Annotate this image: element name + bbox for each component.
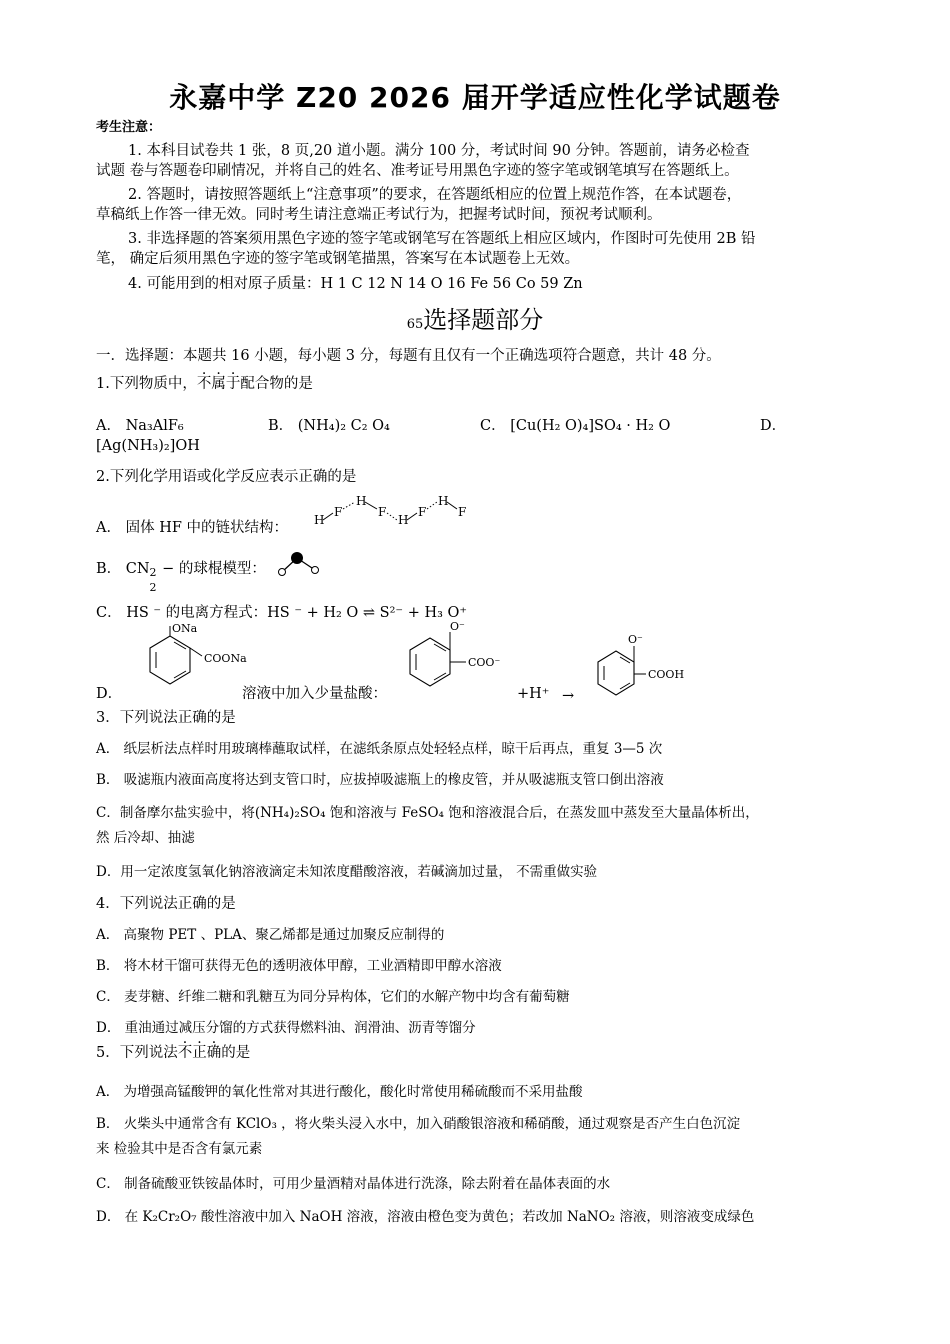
q1-option-d: [Ag(NH₃)₂]OH bbox=[96, 438, 200, 454]
q1-stem bbox=[96, 374, 313, 394]
svg-text:F: F bbox=[334, 505, 343, 519]
svg-text:F: F bbox=[458, 505, 467, 519]
q4-option-b: B． 将木材干馏可获得无色的透明液体甲醇，工业酒精即甲醇水溶液 bbox=[96, 958, 502, 974]
q5-option-d: D． 在 K₂Cr₂O₇ 酸性溶液中加入 NaOH 溶液，溶液由橙色变为黄色；若改加 NaNO₂ 溶液，则溶液变成绿色 bbox=[96, 1209, 755, 1225]
q2-option-a: A． 固体 HF 中的链状结构： bbox=[96, 520, 289, 536]
notice-2a: 2. 答题时，请按照答题纸上“注意事项”的要求，在答题纸相应的位置上规范作答，在本试题卷， bbox=[128, 187, 742, 203]
page-title: 永嘉中学 Z20 2026 届开学适应性化学试题卷 bbox=[169, 81, 781, 114]
q4-option-a: A． 高聚物 PET 、PLA、聚乙烯都是通过加聚反应制得的 bbox=[96, 927, 445, 943]
notice-1b: 试题 卷与答题卷印刷情况，并将自己的姓名、准考证号用黑色字迹的签字笔或钢笔填写在答题纸上。 bbox=[96, 163, 739, 179]
q5-option-b1: B． 火柴头中通常含有 KClO₃ ，将火柴头浸入水中，加入硝酸银溶液和稀硝酸，通过观察是否产生白色沉淀 bbox=[96, 1116, 741, 1132]
q2-d-arrow: → bbox=[562, 688, 575, 704]
svg-text:H: H bbox=[398, 513, 409, 527]
q2-option-b bbox=[96, 559, 266, 594]
q2-b-sup: 2 bbox=[149, 566, 157, 579]
q3-option-a: A． 纸层析法点样时用玻璃棒蘸取试样，在滤纸条原点处轻轻点样，晾干后再点，重复 3—5 次 bbox=[96, 741, 663, 757]
q2-b-sub: 2 bbox=[149, 581, 157, 594]
q1-emph-3: 于 bbox=[225, 376, 241, 392]
q3-option-c2: 然 后冷却、抽滤 bbox=[96, 830, 195, 846]
part1-instructions: 一．选择题：本题共 16 小题，每小题 3 分，每题有且仅有一个正确选项符合题意，共计 48 分。 bbox=[96, 348, 721, 364]
notice-1a: 1. 本科目试卷共 1 张，8 页,20 道小题。满分 100 分，考试时间 90 分钟。答题前，请务必检查 bbox=[128, 143, 750, 159]
q2-b-text: B． CN bbox=[96, 561, 150, 577]
hf-chain-structure bbox=[310, 492, 470, 528]
q5-stem bbox=[96, 1043, 250, 1063]
coo-minus-label: COO⁻ bbox=[468, 656, 501, 669]
q1-option-a: A． Na₃AlF₆ bbox=[96, 418, 184, 434]
q1-stem-post: 配合物的是 bbox=[240, 376, 313, 392]
q2-d-plus-h: +H⁺ bbox=[517, 686, 550, 702]
q2-option-c: C． HS ⁻ 的电离方程式：HS ⁻ + H₂ O ⇌ S²⁻ + H₃ O⁺ bbox=[96, 605, 468, 621]
q1-option-d-label: D． bbox=[760, 418, 787, 434]
svg-text:H: H bbox=[314, 513, 325, 527]
q1-stem-pre: 1.下列物质中， bbox=[96, 376, 197, 392]
q5-stem-post: 的是 bbox=[221, 1045, 251, 1061]
cooh-label: COOH bbox=[648, 668, 685, 681]
svg-text:H: H bbox=[356, 494, 367, 508]
q5-stem-pre: 5．下列说法 bbox=[96, 1045, 178, 1061]
q5-option-b2: 来 检验其中是否含有氯元素 bbox=[96, 1141, 263, 1157]
ona-label: ONa bbox=[172, 622, 198, 635]
q3-option-b: B． 吸滤瓶内液面高度将达到支管口时，应拔掉吸滤瓶上的橡皮管，并从吸滤瓶支管口倒出溶液 bbox=[96, 772, 664, 788]
q1-option-b: B． (NH₄)₂ C₂ O₄ bbox=[268, 418, 390, 434]
section-heading bbox=[0, 300, 950, 335]
sodium-salicylate-structure bbox=[126, 618, 256, 698]
section-title: 选择题部分 bbox=[423, 306, 544, 334]
notice-3a: 3. 非选择题的答案须用黑色字迹的签字笔或钢笔写在答题纸上相应区域内，作图时可先使用 2B 铅 bbox=[128, 231, 756, 247]
q1-option-c: C． [Cu(H₂ O)₄]SO₄ · H₂ O bbox=[480, 418, 671, 434]
notice-heading: 考生注意： bbox=[96, 120, 162, 135]
q4-stem: 4．下列说法正确的是 bbox=[96, 896, 236, 912]
salicylate-dianion-structure bbox=[400, 618, 520, 698]
q5-emph-3: 确 bbox=[206, 1045, 222, 1061]
svg-text:F: F bbox=[378, 505, 387, 519]
o-minus-label-2: O⁻ bbox=[628, 633, 643, 646]
q3-option-c1: C．制备摩尔盐实验中，将(NH₄)₂SO₄ 饱和溶液与 FeSO₄ 饱和溶液混合后，在蒸发皿中蒸发至大量晶体析出， bbox=[96, 805, 759, 821]
q3-stem: 3．下列说法正确的是 bbox=[96, 710, 236, 726]
q4-option-c: C． 麦芽糖、纤维二糖和乳糖互为同分异构体，它们的水解产物中均含有葡萄糖 bbox=[96, 989, 570, 1005]
salicylate-monoanion-structure bbox=[588, 632, 698, 702]
q2-option-d-label: D． bbox=[96, 686, 123, 702]
q5-emph-2: 正 bbox=[192, 1045, 207, 1061]
q1-emph-1: 不 bbox=[196, 376, 212, 392]
o-minus-label: O⁻ bbox=[450, 620, 465, 633]
svg-text:F: F bbox=[418, 505, 427, 519]
q2-stem: 2.下列化学用语或化学反应表示正确的是 bbox=[96, 469, 357, 485]
q5-emph-1: 不 bbox=[177, 1045, 193, 1061]
section-page-number: 65 bbox=[406, 317, 424, 332]
q2-option-d-text: 溶液中加入少量盐酸： bbox=[242, 686, 387, 702]
svg-text:H: H bbox=[438, 494, 449, 508]
notice-3b: 笔， 确定后须用黑色字迹的签字笔或钢笔描黑，答案写在本试题卷上无效。 bbox=[96, 251, 580, 267]
notice-2b: 草稿纸上作答一律无效。同时考生请注意端正考试行为，把握考试时间，预祝考试顺利。 bbox=[96, 207, 662, 223]
q3-option-d: D．用一定浓度氢氧化钠溶液滴定未知浓度醋酸溶液，若碱滴加过量， 不需重做实验 bbox=[96, 864, 598, 880]
coona-label: COONa bbox=[204, 652, 247, 665]
ball-stick-model bbox=[276, 550, 322, 578]
q2-b-post: − 的球棍模型： bbox=[157, 561, 266, 577]
q4-option-d: D． 重油通过减压分馏的方式获得燃料油、润滑油、沥青等馏分 bbox=[96, 1020, 476, 1036]
q5-option-a: A． 为增强高锰酸钾的氧化性常对其进行酸化，酸化时常使用稀硫酸而不采用盐酸 bbox=[96, 1084, 583, 1100]
notice-4: 4. 可能用到的相对原子质量：H 1 C 12 N 14 O 16 Fe 56 Co 59 Zn bbox=[128, 276, 583, 292]
q5-option-c: C． 制备硫酸亚铁铵晶体时，可用少量酒精对晶体进行洗涤，除去附着在晶体表面的水 bbox=[96, 1176, 611, 1192]
q1-emph-2: 属 bbox=[211, 376, 226, 392]
